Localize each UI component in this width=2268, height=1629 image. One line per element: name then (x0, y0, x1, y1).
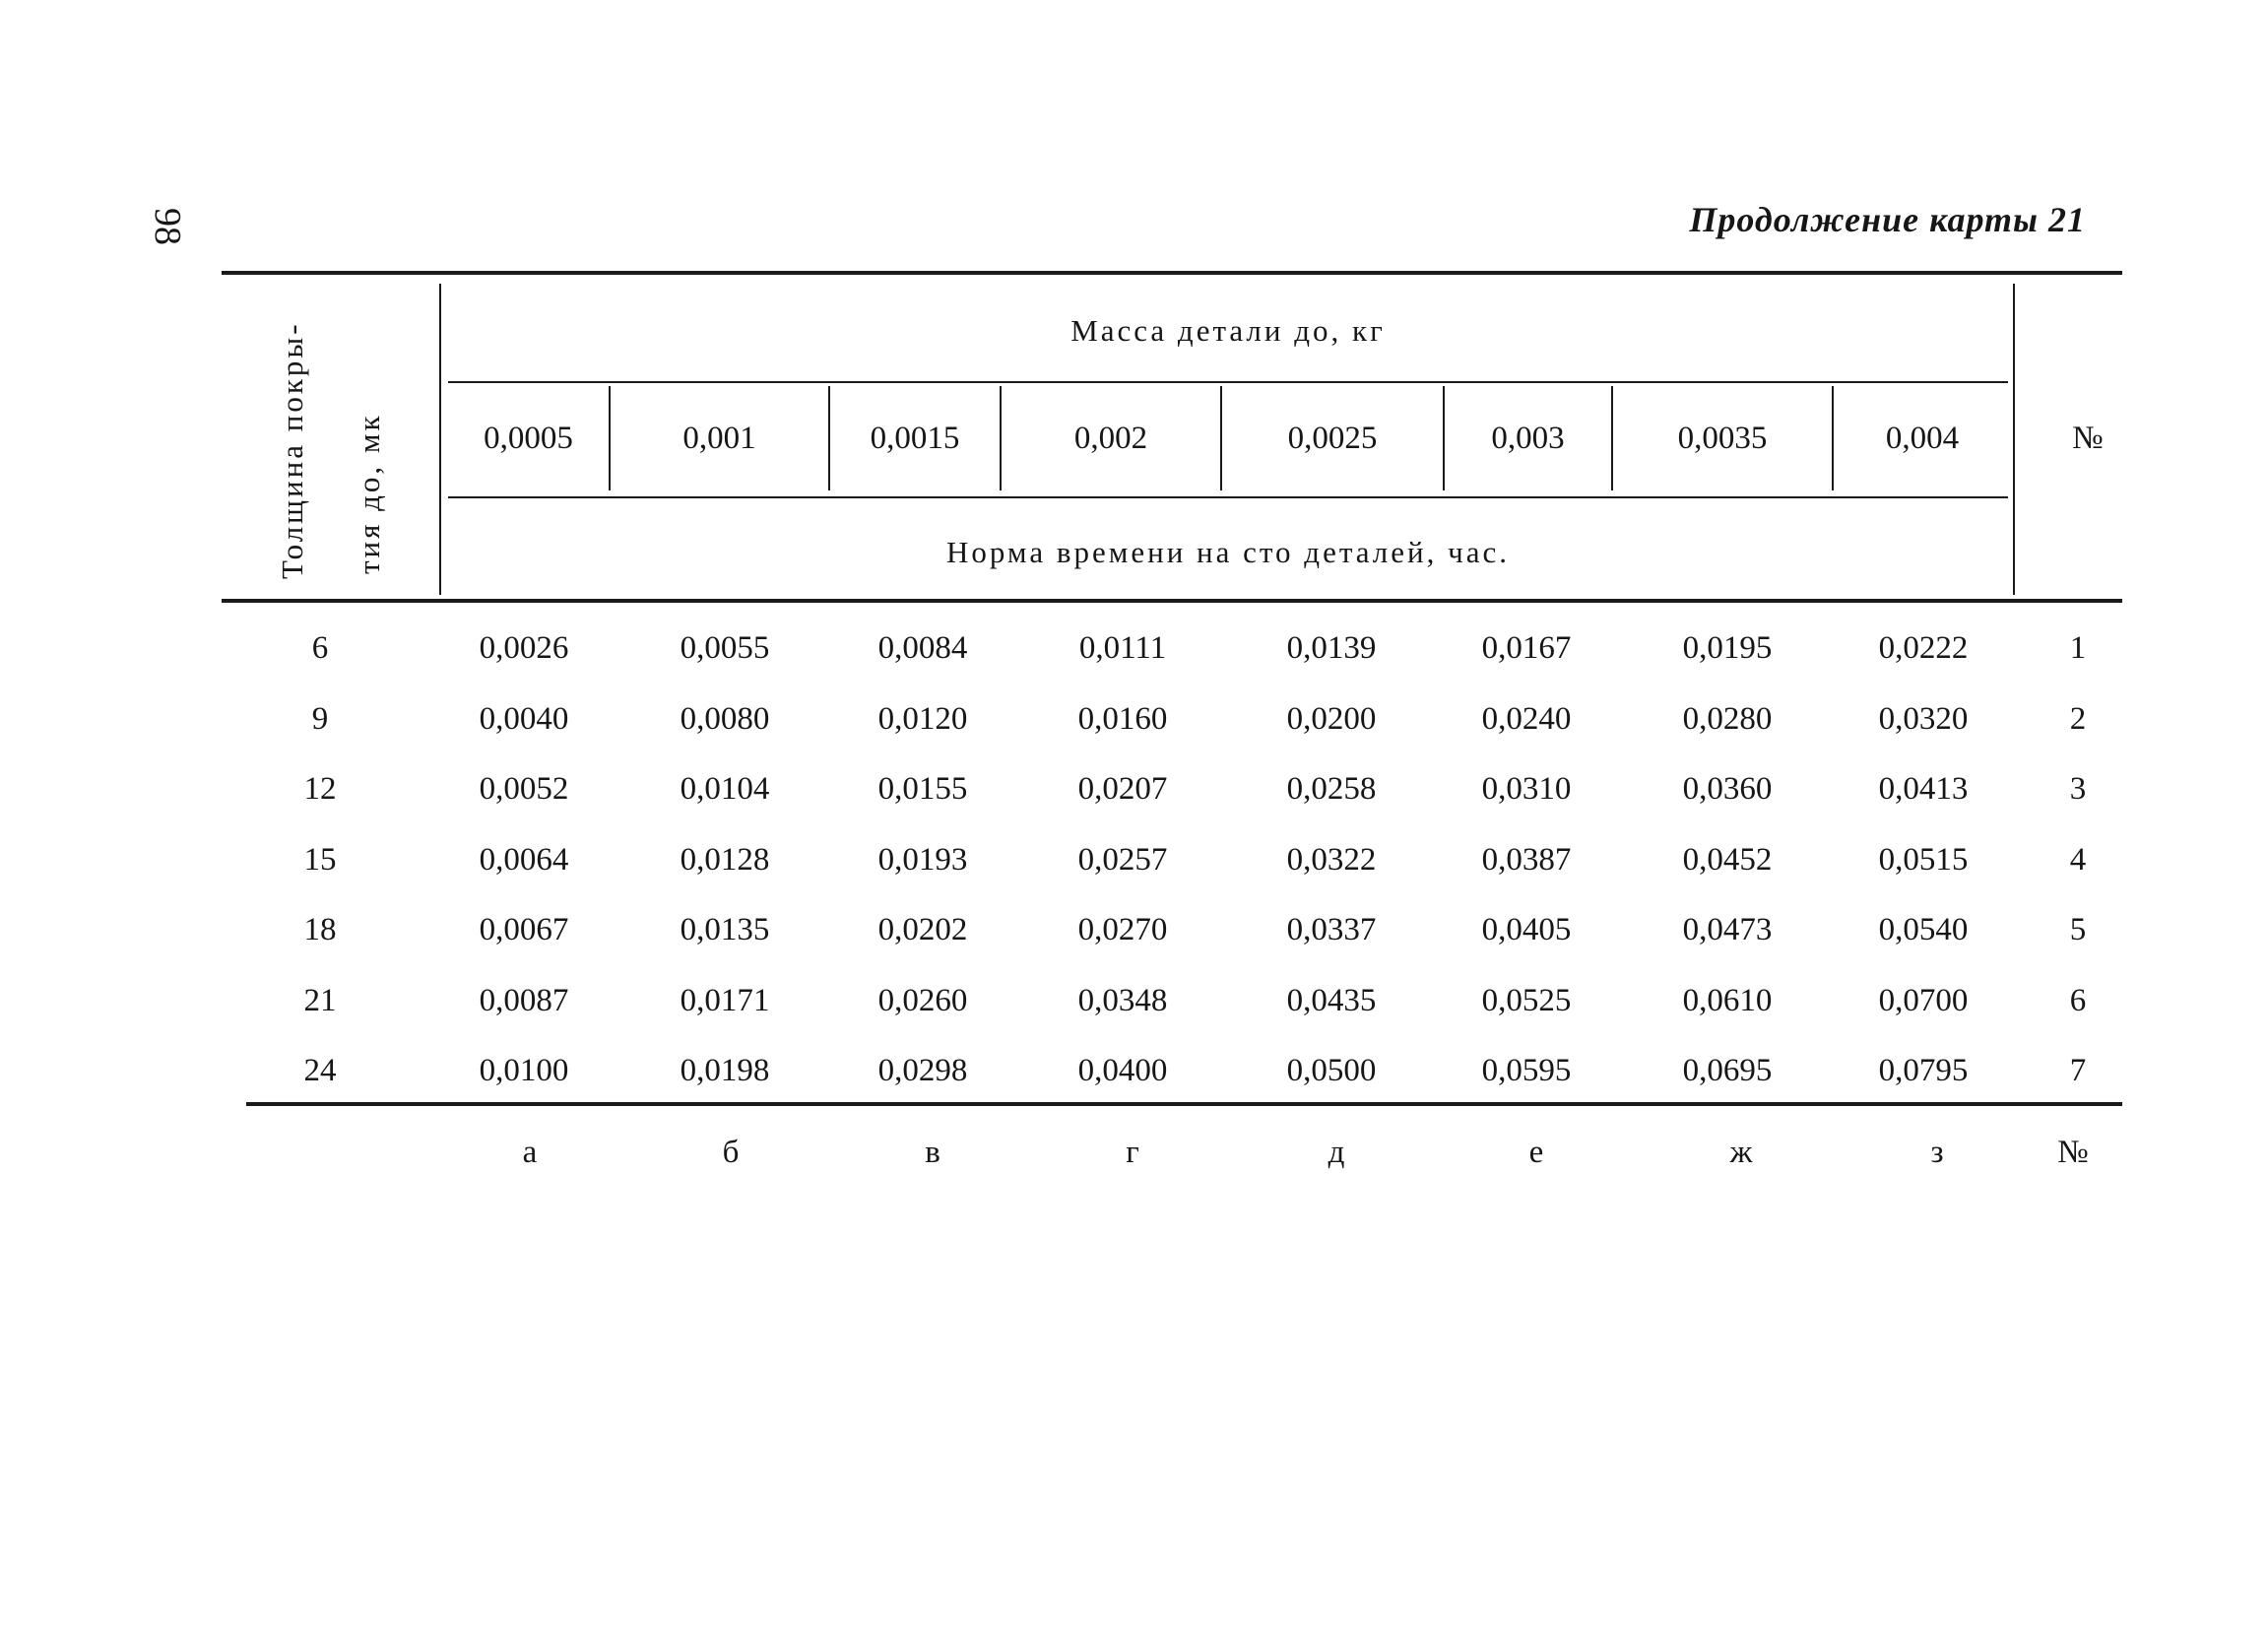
norm-value-cell: 0,0171 (680, 983, 770, 1018)
row-number-cell: 1 (2069, 630, 2087, 666)
column-letter: г (1126, 1135, 1139, 1170)
norm-value-cell: 0,0473 (1682, 912, 1773, 947)
thickness-cell: 12 (303, 771, 337, 807)
column-letter: з (1930, 1135, 1944, 1170)
norm-value-cell: 0,0200 (1286, 701, 1377, 737)
table-bottom-rule (246, 1102, 2122, 1106)
norm-value-cell: 0,0258 (1286, 771, 1377, 807)
thickness-cell: 6 (311, 630, 329, 666)
column-letter: д (1328, 1135, 1345, 1170)
header-right-divider (2013, 284, 2015, 595)
norm-value-cell: 0,0055 (680, 630, 770, 666)
norm-value-cell: 0,0310 (1481, 771, 1572, 807)
mass-values-bottom-rule (448, 496, 2008, 498)
continuation-title: Продолжение карты 21 (1689, 200, 2086, 239)
mass-header: Масса детали до, кг (1070, 313, 1386, 348)
norm-value-cell: 0,0270 (1077, 912, 1168, 947)
number-header: № (2072, 421, 2104, 456)
header-bottom-rule (222, 599, 2122, 603)
thickness-header-line1: Толщина покры- (275, 321, 309, 579)
thickness-cell: 21 (303, 983, 337, 1018)
mass-value: 0,003 (1491, 421, 1565, 456)
norm-value-cell: 0,0413 (1878, 771, 1969, 807)
norm-value-cell: 0,0337 (1286, 912, 1377, 947)
thickness-cell: 9 (311, 701, 329, 737)
page-number: 98 (147, 208, 188, 245)
norm-value-cell: 0,0207 (1077, 771, 1168, 807)
thickness-cell: 18 (303, 912, 337, 947)
norm-value-cell: 0,0452 (1682, 842, 1773, 878)
norm-value-cell: 0,0064 (479, 842, 569, 878)
norm-value-cell: 0,0260 (877, 983, 968, 1018)
mass-value: 0,0025 (1287, 421, 1378, 456)
column-letter: б (722, 1135, 740, 1170)
norm-value-cell: 0,0360 (1682, 771, 1773, 807)
norm-value-cell: 0,0387 (1481, 842, 1572, 878)
norm-value-cell: 0,0052 (479, 771, 569, 807)
norm-value-cell: 0,0222 (1878, 630, 1969, 666)
mass-value: 0,001 (682, 421, 756, 456)
row-number-cell: 3 (2069, 771, 2087, 807)
thickness-cell: 24 (303, 1053, 337, 1088)
norm-value-cell: 0,0595 (1481, 1053, 1572, 1088)
row-number-cell: 6 (2069, 983, 2087, 1018)
norm-value-cell: 0,0111 (1078, 630, 1167, 666)
column-letter: е (1528, 1135, 1544, 1170)
norm-value-cell: 0,0435 (1286, 983, 1377, 1018)
norm-value-cell: 0,0155 (877, 771, 968, 807)
norm-value-cell: 0,0515 (1878, 842, 1969, 878)
norm-value-cell: 0,0348 (1077, 983, 1168, 1018)
norm-value-cell: 0,0280 (1682, 701, 1773, 737)
norm-value-cell: 0,0400 (1077, 1053, 1168, 1088)
norm-value-cell: 0,0257 (1077, 842, 1168, 878)
norm-value-cell: 0,0198 (680, 1053, 770, 1088)
norm-value-cell: 0,0167 (1481, 630, 1572, 666)
row-number-cell: 2 (2069, 701, 2087, 737)
row-number-cell: 5 (2069, 912, 2087, 947)
norm-value-cell: 0,0080 (680, 701, 770, 737)
mass-value: 0,0035 (1677, 421, 1768, 456)
norm-value-cell: 0,0195 (1682, 630, 1773, 666)
norm-value-cell: 0,0700 (1878, 983, 1969, 1018)
column-letter: а (522, 1135, 538, 1170)
thickness-header-line2: тия до, мк (352, 413, 386, 574)
norm-value-cell: 0,0540 (1878, 912, 1969, 947)
norm-value-cell: 0,0120 (877, 701, 968, 737)
mass-values-top-rule (448, 381, 2008, 383)
norm-value-cell: 0,0240 (1481, 701, 1572, 737)
row-number-cell: 7 (2069, 1053, 2087, 1088)
norm-value-cell: 0,0067 (479, 912, 569, 947)
norm-value-cell: 0,0795 (1878, 1053, 1969, 1088)
norm-value-cell: 0,0500 (1286, 1053, 1377, 1088)
mass-value: 0,0015 (870, 421, 960, 456)
norm-value-cell: 0,0525 (1481, 983, 1572, 1018)
norm-value-cell: 0,0322 (1286, 842, 1377, 878)
norm-value-cell: 0,0695 (1682, 1053, 1773, 1088)
row-number-cell: 4 (2069, 842, 2087, 878)
norm-value-cell: 0,0160 (1077, 701, 1168, 737)
norm-value-cell: 0,0298 (877, 1053, 968, 1088)
column-letter: ж (1729, 1135, 1753, 1170)
mass-value: 0,002 (1073, 421, 1148, 456)
norm-value-cell: 0,0040 (479, 701, 569, 737)
norm-value-cell: 0,0128 (680, 842, 770, 878)
table-top-rule (222, 271, 2122, 275)
norm-value-cell: 0,0100 (479, 1053, 569, 1088)
footer-number-label: № (2057, 1135, 2089, 1170)
norm-value-cell: 0,0193 (877, 842, 968, 878)
norm-value-cell: 0,0026 (479, 630, 569, 666)
column-letter: в (925, 1135, 940, 1170)
norm-value-cell: 0,0084 (877, 630, 968, 666)
norm-header: Норма времени на сто деталей, час. (946, 535, 1510, 569)
norm-value-cell: 0,0139 (1286, 630, 1377, 666)
norm-value-cell: 0,0202 (877, 912, 968, 947)
norm-value-cell: 0,0320 (1878, 701, 1969, 737)
norm-value-cell: 0,0610 (1682, 983, 1773, 1018)
norm-value-cell: 0,0135 (680, 912, 770, 947)
mass-value: 0,0005 (484, 421, 573, 456)
norm-value-cell: 0,0087 (479, 983, 569, 1018)
norm-value-cell: 0,0405 (1481, 912, 1572, 947)
mass-value: 0,004 (1885, 421, 1960, 456)
norm-value-cell: 0,0104 (680, 771, 770, 807)
thickness-cell: 15 (303, 842, 337, 878)
header-left-divider (439, 284, 441, 595)
